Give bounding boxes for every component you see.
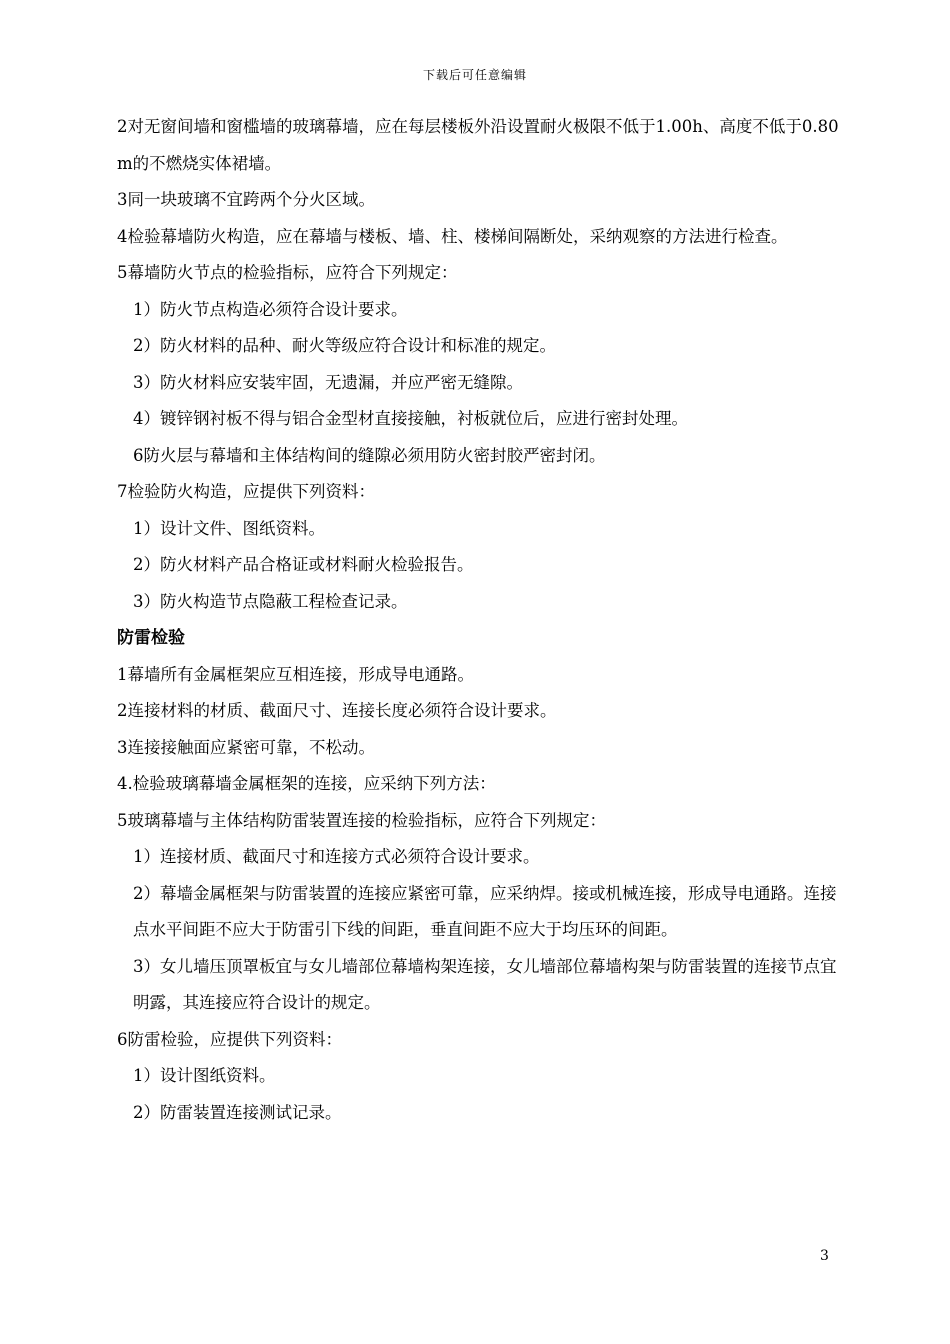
paragraph: 4.检验玻璃幕墙金属框架的连接，应采纳下列方法： [117, 774, 496, 793]
paragraph: 5幕墙防火节点的检验指标，应符合下列规定： [117, 263, 458, 282]
document-body [117, 109, 839, 1131]
paragraph: 5玻璃幕墙与主体结构防雷装置连接的检验指标，应符合下列规定： [117, 810, 606, 830]
paragraph: 4）镀锌钢衬板不得与铝合金型材直接接触，衬板就位后，应进行密封处理。 [133, 409, 688, 428]
paragraph: 7检验防火构造，应提供下列资料： [117, 482, 375, 501]
paragraph: 1）连接材质、截面尺寸和连接方式必须符合设计要求。 [133, 847, 540, 866]
section-heading: 防雷检验 [117, 628, 185, 648]
paragraph: 2连接材料的材质、截面尺寸、连接长度必须符合设计要求。 [117, 701, 557, 720]
paragraph: 3）防火构造节点隐蔽工程检查记录。 [133, 591, 408, 611]
paragraph: 1幕墙所有金属框架应互相连接，形成导电通路。 [117, 664, 474, 684]
paragraph: 4检验幕墙防火构造，应在幕墙与楼板、墙、柱、楼梯间隔断处，采纳观察的方法进行检查。 [117, 226, 788, 246]
paragraph: 2）防雷装置连接测试记录。 [133, 1102, 342, 1122]
page-header: 下载后可任意编辑 [422, 68, 527, 82]
page-number: 3 [820, 1248, 829, 1264]
paragraph: 2对无窗间墙和窗槛墙的玻璃幕墙，应在每层楼板外沿设置耐火极限不低于1.00h、高度不低于0.80m的不燃烧实体裙墙。 [117, 117, 839, 173]
paragraph: 1）设计文件、图纸资料。 [133, 518, 325, 538]
paragraph: 3同一块玻璃不宜跨两个分火区域。 [117, 190, 375, 209]
paragraph: 2）防火材料的品种、耐火等级应符合设计和标准的规定。 [133, 336, 556, 355]
paragraph: 2）幕墙金属框架与防雷装置的连接应紧密可靠，应采纳焊。接或机械连接，形成导电通路。连接点水平间距不应大于防雷引下线的间距，垂直间距不应大于均压环的间距。 [133, 883, 837, 939]
paragraph: 3）防火材料应安装牢固，无遗漏，并应严密无缝隙。 [133, 372, 523, 392]
paragraph: 2）防火材料产品合格证或材料耐火检验报告。 [133, 555, 474, 574]
paragraph: 3连接接触面应紧密可靠，不松动。 [117, 737, 375, 757]
paragraph: 1）设计图纸资料。 [133, 1066, 276, 1085]
paragraph: 6防火层与幕墙和主体结构间的缝隙必须用防火密封胶严密封闭。 [133, 445, 606, 465]
paragraph: 3）女儿墙压顶罩板宜与女儿墙部位幕墙构架连接，女儿墙部位幕墙构架与防雷装置的连接节点宜明露，其连接应符合设计的规定。 [133, 956, 837, 1012]
paragraph: 1）防火节点构造必须符合设计要求。 [133, 299, 408, 319]
paragraph: 6防雷检验，应提供下列资料： [117, 1029, 342, 1049]
